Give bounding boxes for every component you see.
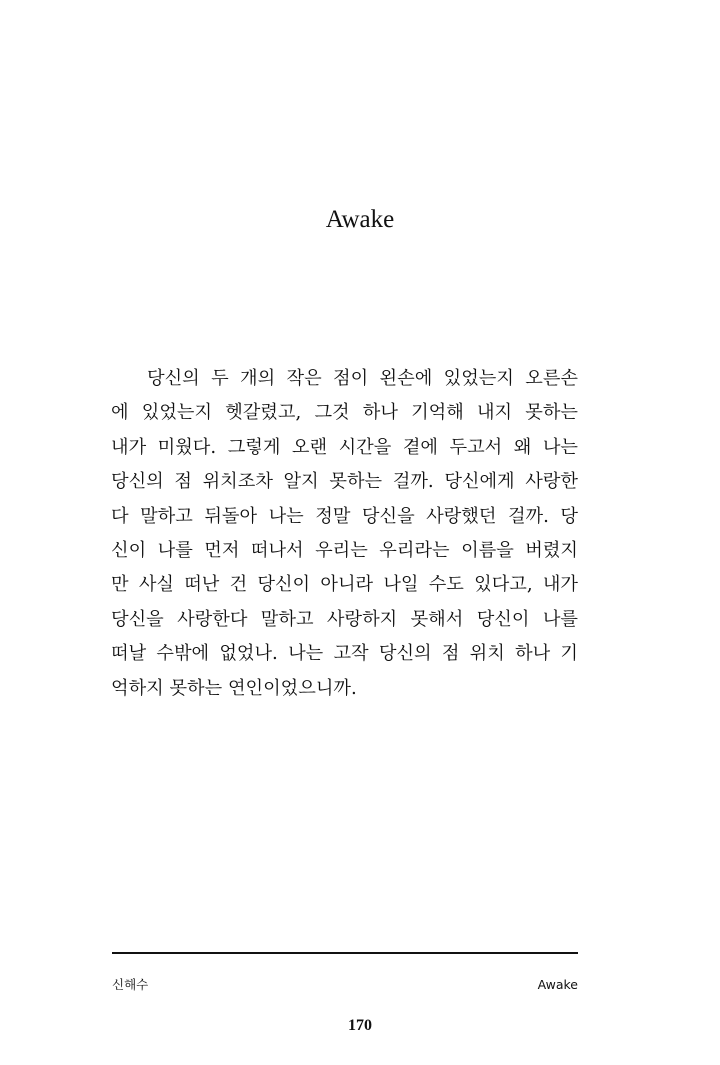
body-line: 다 말하고 뒤돌아 나는 정말 당신을 사랑했던 걸까. 당: [111, 505, 578, 527]
body-line: 당신을 사랑한다 말하고 사랑하지 못해서 당신이 나를: [111, 608, 578, 630]
body-line: 떠날 수밖에 없었나. 나는 고작 당신의 점 위치 하나 기: [111, 643, 578, 665]
body-line: 신이 나를 먼저 떠나서 우리는 우리라는 이름을 버렸지: [111, 539, 578, 561]
page-number: 170: [348, 1017, 372, 1034]
body-line: 당신의 점 위치조차 알지 못하는 걸까. 당신에게 사랑한: [111, 471, 578, 493]
body-line: 에 있었는지 헷갈렸고, 그것 하나 기억해 내지 못하는: [111, 402, 578, 424]
body-line: 내가 미웠다. 그렇게 오랜 시간을 곁에 두고서 왜 나는: [111, 436, 578, 458]
page-title: Awake: [325, 206, 395, 233]
body-line: 만 사실 떠난 건 당신이 아니라 나일 수도 있다고, 내가: [111, 574, 578, 596]
footer-section-title: Awake: [537, 977, 578, 992]
body-line: 당신의 두 개의 작은 점이 왼손에 있었는지 오른손: [147, 368, 578, 389]
footer-divider: [112, 952, 578, 954]
body-paragraph: [111, 362, 578, 706]
footer-author: 신해수: [112, 977, 149, 992]
body-line: 억하지 못하는 연인이었으니까.: [111, 677, 357, 699]
